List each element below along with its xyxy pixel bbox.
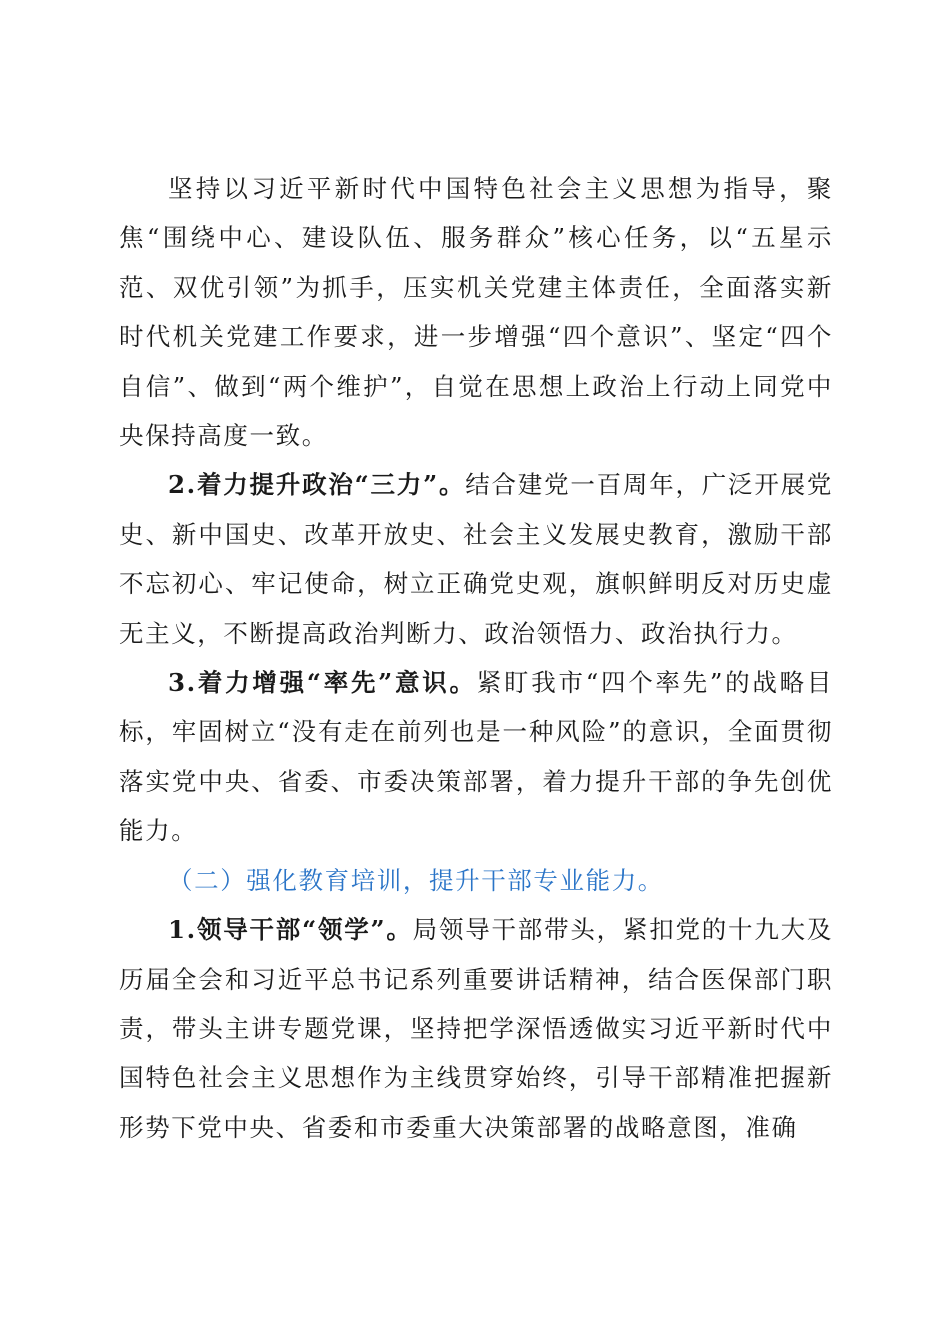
- paragraph-leaders-study: [119, 905, 833, 1152]
- document-body: [119, 164, 833, 1152]
- paragraph-lead: 3.着力增强“率先”意识。: [168, 668, 477, 698]
- paragraph-guiding-thought: [119, 164, 833, 460]
- paragraph-pioneer-awareness: [119, 658, 833, 856]
- paragraph-lead: 1.领导干部“领学”。: [168, 915, 413, 945]
- paragraph-text: 结合建党一百周年，广泛开展党史、新中国史、改革开放史、社会主义发展史教育，激励干部不忘初心、牢记使命，树立正确党史观，旗帜鲜明反对历史虚无主义，不断提高政治判断力、政治领悟力、政治执行力。: [119, 470, 834, 648]
- paragraph-text: 坚持以习近平新时代中国特色社会主义思想为指导，聚焦“围绕中心、建设队伍、服务群众”核心任务，以“五星示范、双优引领”为抓手，压实机关党建主体责任，全面落实新时代机关党建工作要求，进一步增强“四个意识”、坚定“四个自信”、做到“两个维护”，自觉在思想上政治上行动上同党中央保持高度一致。: [119, 174, 833, 451]
- paragraph-text: 紧盯我市“四个率先”的战略目标，牢固树立“没有走在前列也是一种风险”的意识，全面贯彻落实党中央、省委、市委决策部署，着力提升干部的争先创优能力。: [119, 668, 833, 846]
- paragraph-political-abilities: [119, 460, 833, 658]
- paragraph-lead: 2.着力提升政治“三力”。: [168, 470, 466, 500]
- section-heading: （二）强化教育培训，提升干部专业能力。: [168, 865, 664, 895]
- paragraph-text: 局领导干部带头，紧扣党的十九大及历届全会和习近平总书记系列重要讲话精神，结合医保部门职责，带头主讲专题党课，坚持把学深悟透做实习近平新时代中国特色社会主义思想作为主线贯穿始终，引导干部精准把握新形势下党中央、省委和市委重大决策部署的战略意图，准确: [119, 915, 833, 1142]
